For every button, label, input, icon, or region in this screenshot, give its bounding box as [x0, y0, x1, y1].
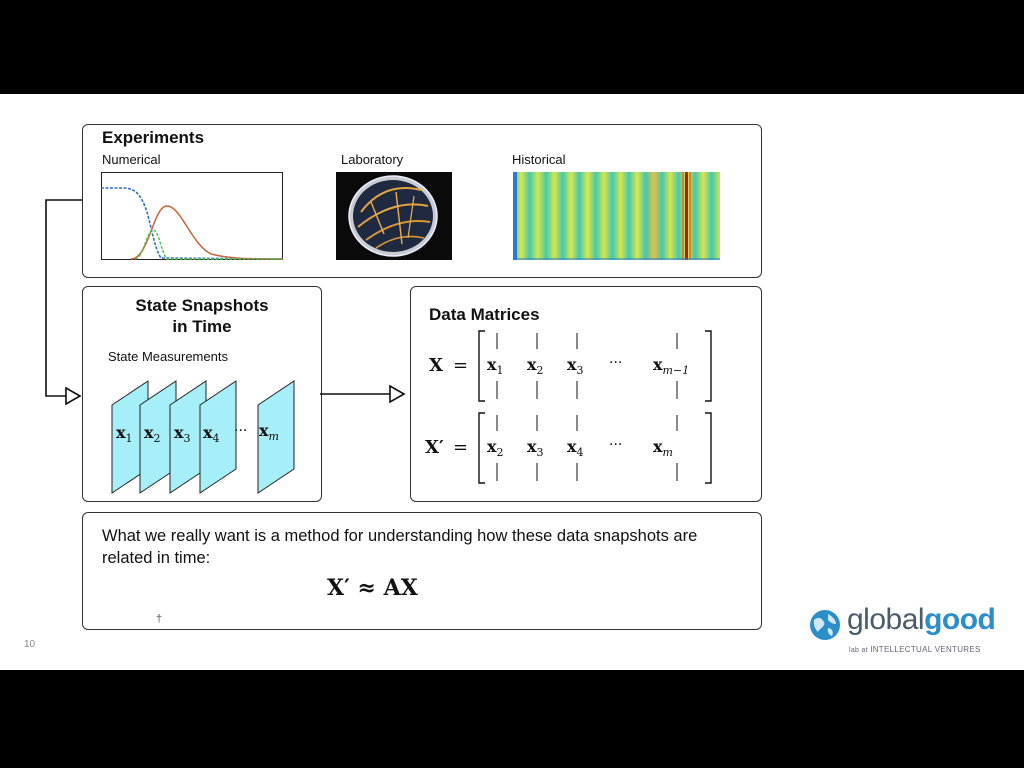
- logo-tagline: [849, 645, 981, 654]
- matrix-xprime-equals: =: [453, 437, 469, 458]
- snapshots-panel: [82, 286, 322, 502]
- snapshot-label-x3: $x_3$: [174, 423, 191, 445]
- matrix-x-ellipsis: ···: [609, 355, 623, 371]
- numerical-label: Numerical: [102, 152, 161, 167]
- snapshot-ellipsis: ···: [234, 423, 248, 439]
- matrix-xprime-brackets: [477, 411, 713, 485]
- slide-number: 10: [24, 639, 36, 650]
- matrix-x-entry-x2: $x_2$: [527, 355, 544, 377]
- historical-label: Historical: [512, 152, 566, 167]
- matrix-x-label: X: [429, 355, 443, 376]
- historical-heatmap: [513, 172, 720, 260]
- snapshot-label-x4: $x_4$: [203, 423, 220, 445]
- matrix-xprime-entry-x4: $x_4$: [567, 437, 584, 459]
- logo-tag-prefix: lab at: [849, 647, 868, 654]
- experiments-title: Experiments: [102, 128, 205, 147]
- matrix-x-entry-x3: $x_3$: [567, 355, 584, 377]
- snapshots-title-line1: State Snapshots: [135, 296, 269, 315]
- petri-dish-image: [336, 172, 452, 260]
- connector-arrow-left: [40, 194, 86, 406]
- globalgood-logo: [847, 603, 995, 637]
- footnote-mark: †: [156, 613, 163, 625]
- logo-global-text: global: [847, 603, 925, 636]
- conclusion-text: What we really want is a method for understanding how these data snapshots are related in time:: [102, 527, 698, 567]
- matrix-xprime-entry-x2: $x_2$: [487, 437, 504, 459]
- snapshots-title-line2: in Time: [172, 317, 232, 336]
- snapshot-label-x2: $x_2$: [144, 423, 161, 445]
- logo-good-text: good: [924, 603, 996, 636]
- globe-icon: [808, 608, 842, 642]
- matrices-title: Data Matrices: [429, 305, 540, 324]
- snapshot-label-x1: $x_1$: [116, 423, 133, 445]
- matrix-x-equals: =: [453, 355, 469, 376]
- slide: [0, 94, 1024, 670]
- matrix-x-entry-xm-1: $x_{m-1}$: [653, 355, 690, 377]
- snapshots-title: [83, 295, 321, 337]
- matrix-xprime-label: X′: [425, 437, 444, 458]
- matrix-xprime-entry-x3: $x_3$: [527, 437, 544, 459]
- laboratory-label: Laboratory: [341, 152, 404, 167]
- logo-tag-company: INTELLECTUAL VENTURES: [870, 645, 981, 654]
- conclusion-panel: [82, 512, 762, 630]
- connector-arrow-right: [320, 382, 408, 406]
- matrix-x-entry-x1: $x_1$: [487, 355, 504, 377]
- state-measurements-label: State Measurements: [108, 349, 228, 364]
- snapshot-label-xm: $x_m$: [259, 421, 279, 443]
- matrix-xprime-entry-xm: $x_m$: [653, 437, 673, 459]
- numerical-plot: [101, 172, 283, 260]
- matrix-xprime-ellipsis: ···: [609, 437, 623, 453]
- conclusion-equation: X′ ≈ AX: [327, 575, 418, 601]
- experiments-panel: [82, 124, 762, 278]
- matrices-panel: [410, 286, 762, 502]
